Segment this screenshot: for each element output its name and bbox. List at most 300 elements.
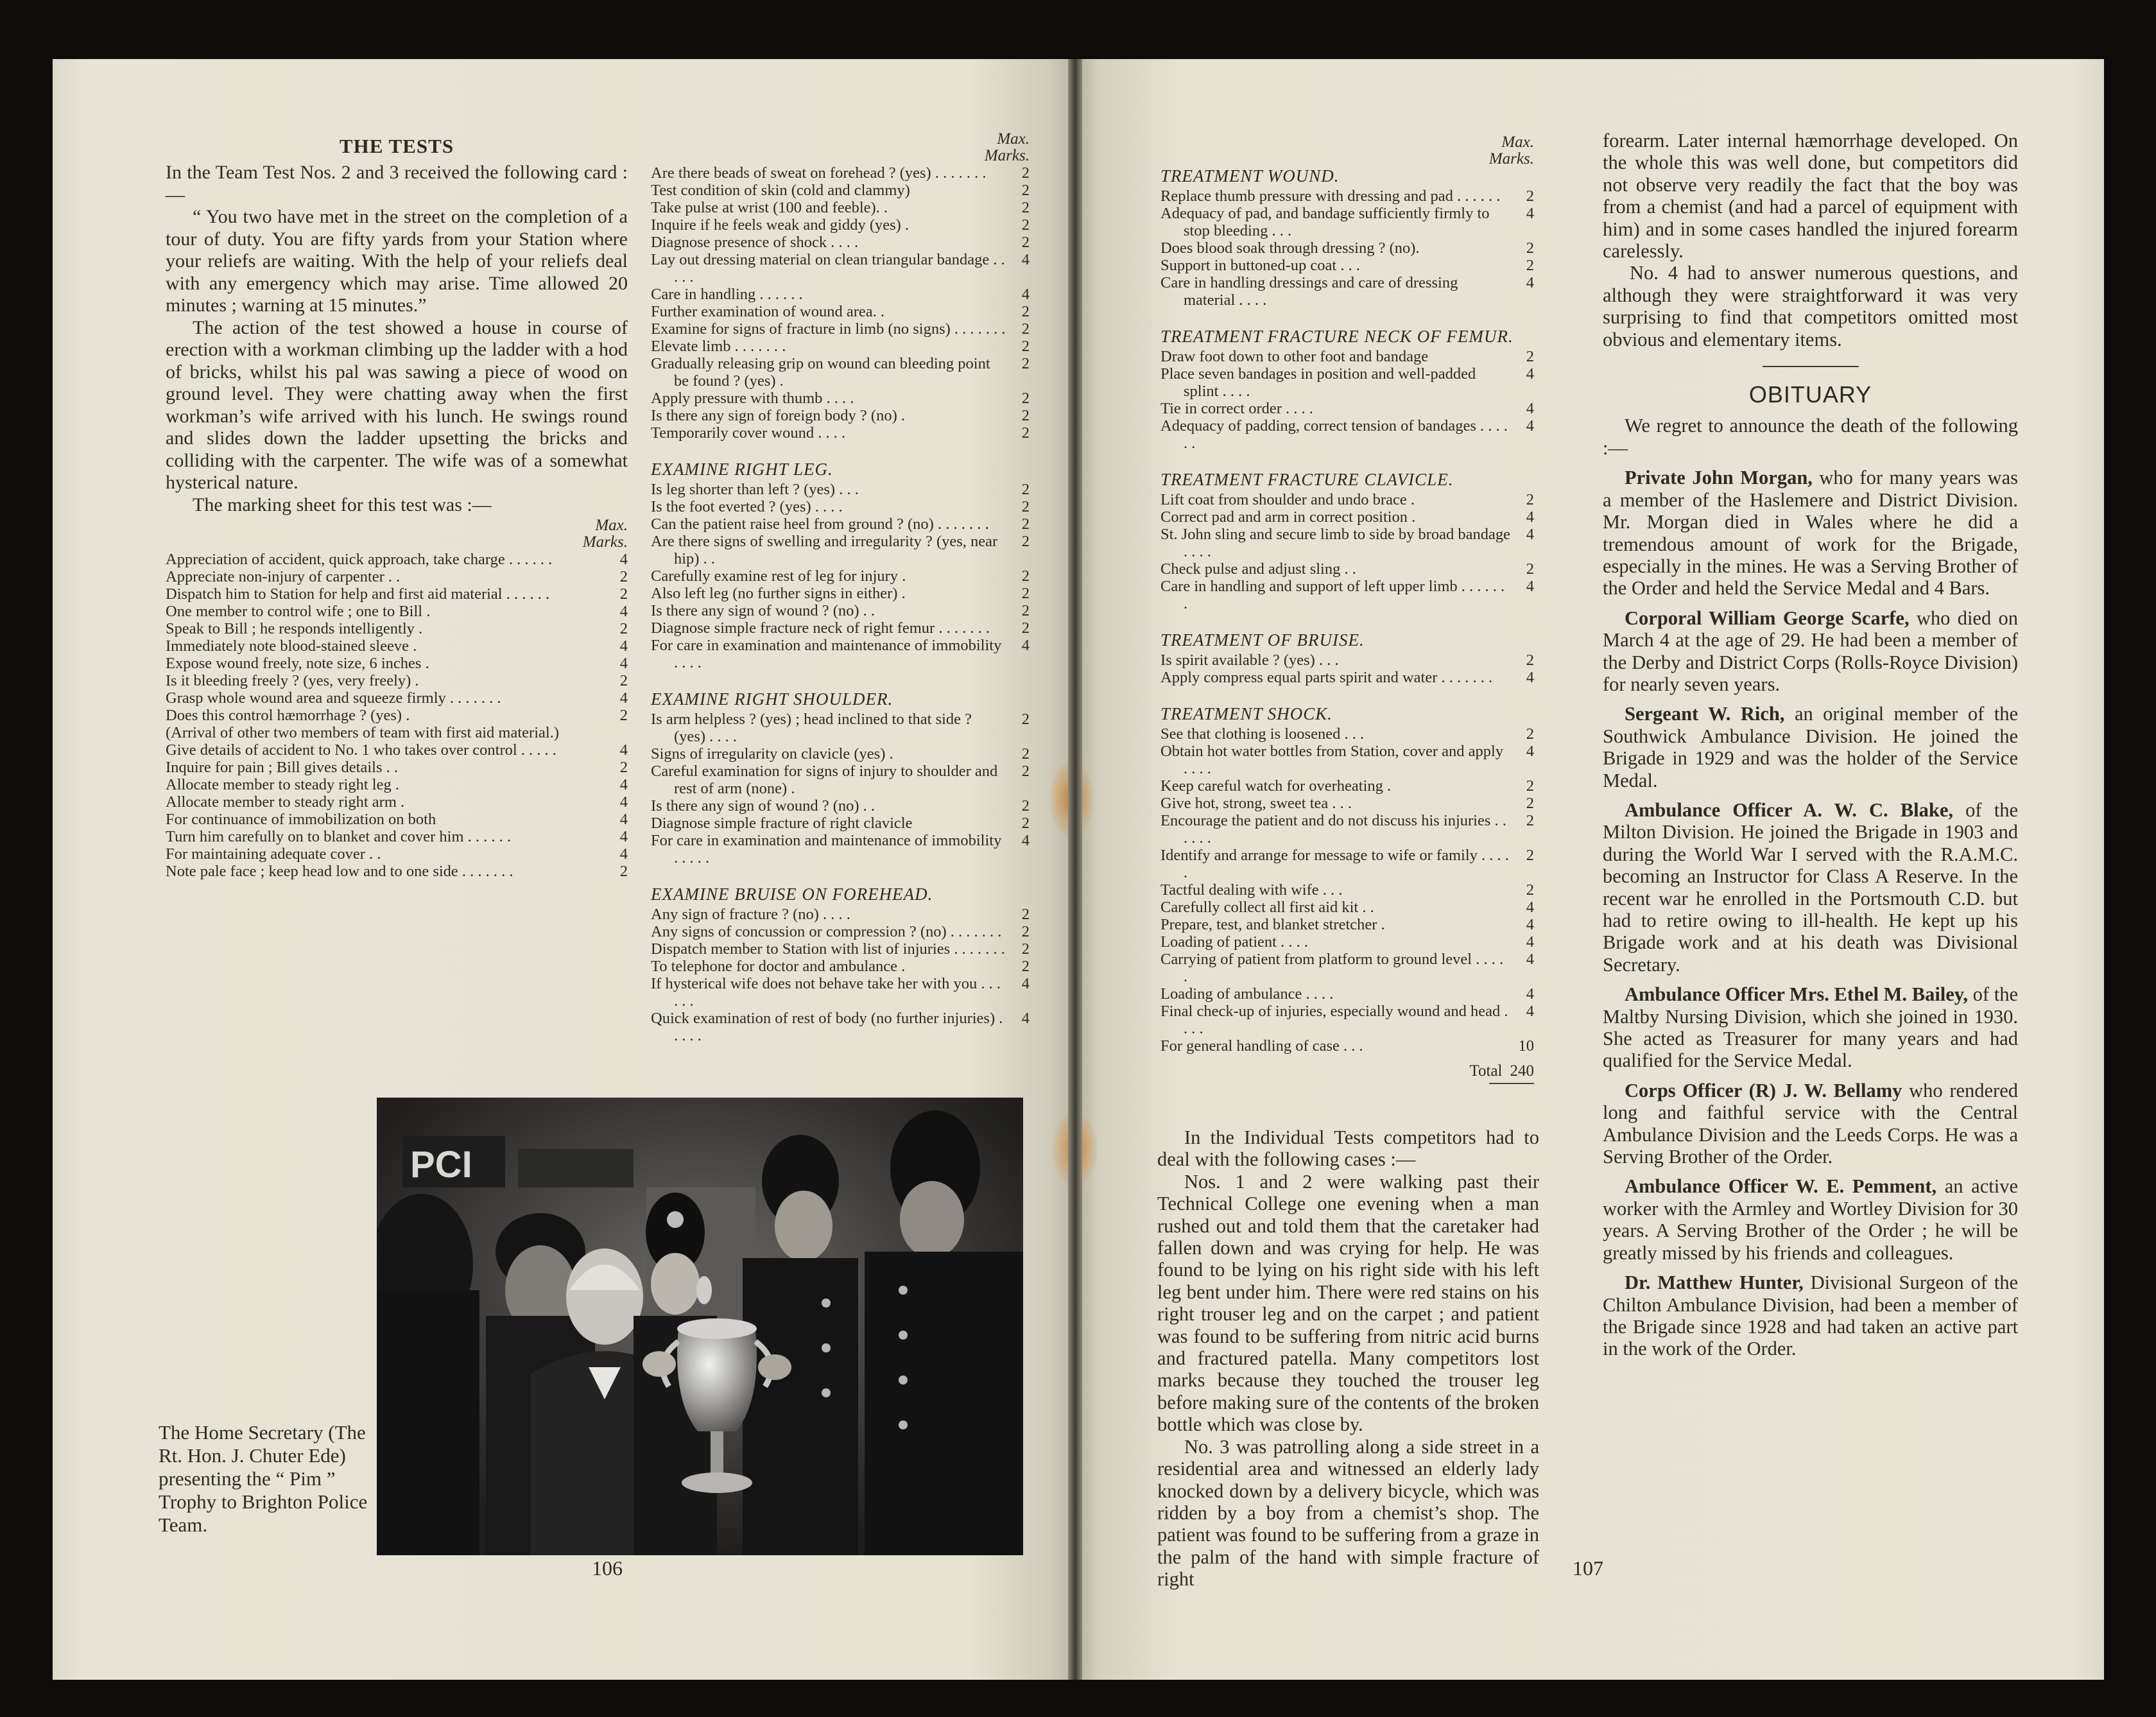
treatment-sections: [1160, 166, 1534, 1055]
marking-item-text: Immediately note blood-stained sleeve .: [166, 637, 417, 655]
intro-paragraph: The action of the test showed a house in course of erection with a workman climbing up the ladder with a hod of bricks, whilst his pal was sawing a piece of wood on ground level. They were chatting away when the first workman’s wife arrived with his lunch. He swings round and slides down the ladder upsetting the bricks and colliding with the carpenter. The wife was of a somewhat hysterical nature.: [166, 316, 628, 493]
marking-item-text: Any sign of fracture ? (no) . . . .: [651, 906, 850, 923]
marking-item: [1160, 743, 1534, 777]
marking-item: [1160, 1003, 1534, 1037]
marking-item: [1160, 669, 1534, 686]
marking-item-marks: 4: [619, 689, 628, 707]
marking-item-text: Test condition of skin (cold and clammy): [651, 182, 910, 199]
obituary-entry: [1603, 703, 2018, 791]
marking-item-marks: 4: [1526, 933, 1534, 951]
marking-item: [651, 320, 1030, 338]
obituary-entry: [1603, 799, 2018, 976]
marking-item-text: Encourage the patient and do not discuss his injuries . . . . . .: [1160, 812, 1506, 847]
marking-item: [1160, 400, 1534, 417]
marking-item-marks: 2: [1021, 164, 1030, 182]
marking-item-marks: 4: [619, 655, 628, 672]
obituary-entry: [1603, 467, 2018, 599]
marking-item-text: Adequacy of padding, correct tension of bandages . . . . . .: [1160, 417, 1508, 452]
section-items: [1160, 491, 1534, 612]
marking-item-text: Adequacy of pad, and bandage sufficiently firmly to stop bleeding . . .: [1160, 205, 1490, 239]
obituary-name: Ambulance Officer A. W. C. Blake,: [1625, 798, 1954, 821]
marking-item-marks: 4: [1021, 832, 1030, 849]
marking-item-marks: 2: [1021, 619, 1030, 637]
marking-item-text: Any signs of concussion or compression ? (no) . . . . . . .: [651, 923, 1002, 940]
marking-item: [166, 603, 628, 620]
obituary-text: an active worker with the Armley and Wortley Division for 30 years. A Serving Brother of the Order ; he will be greatly missed by his friends and colleagues.: [1603, 1175, 2018, 1264]
marking-item-marks: 2: [1526, 651, 1534, 669]
marking-item: [166, 707, 628, 724]
marking-item-marks: 2: [1526, 881, 1534, 899]
tests-heading: THE TESTS: [339, 135, 454, 157]
section-title: TREATMENT FRACTURE NECK OF FEMUR.: [1160, 327, 1514, 346]
obituary-entry: [1603, 1080, 2018, 1168]
book-gutter: [1068, 59, 1082, 1680]
marking-item-text: If hysterical wife does not behave take her with you . . . . . .: [651, 975, 1001, 1010]
marking-item: [651, 797, 1030, 815]
section-items: [651, 481, 1030, 671]
obituary-text: of the Milton Division. He joined the Brigade in 1903 and during the World War I served with the R.A.M.C. becoming an Instructor for Class A Reserve. In the recent war he enrolled in the Portsmouth C.D. but had to retire owing to ill-health. He kept up his Brigade work and at his death was Divisional Secretary.: [1603, 798, 2018, 976]
marking-item: [651, 940, 1030, 958]
marking-item: [651, 815, 1030, 832]
marking-item-text: Is spirit available ? (yes) . . .: [1160, 651, 1339, 669]
marking-item-text: Is it bleeding freely ? (yes, very freely) .: [166, 672, 419, 689]
page-number: 106: [592, 1557, 623, 1580]
marking-item-marks: 4: [1526, 951, 1534, 968]
marking-item-marks: 4: [619, 811, 628, 828]
marking-item-marks: 2: [1021, 182, 1030, 199]
section-items: [1160, 651, 1534, 686]
tests-column-2: [651, 131, 1030, 1044]
max-marks-header: [166, 517, 628, 551]
marking-item-marks: 2: [619, 568, 628, 585]
marking-item-text: Diagnose simple fracture of right clavicle: [651, 815, 913, 832]
marking-item: [1160, 274, 1534, 309]
marking-item-marks: 2: [619, 707, 628, 724]
marking-item-text: Can the patient raise heel from ground ? (no) . . . . . . .: [651, 515, 989, 533]
marking-item-text: Apply pressure with thumb . . . .: [651, 390, 854, 407]
marking-item-text: Draw foot down to other foot and bandage: [1160, 348, 1429, 365]
marking-item: [651, 424, 1030, 442]
section-divider: [1763, 366, 1859, 367]
marking-item: [651, 164, 1030, 182]
marking-item-text: Diagnose simple fracture neck of right femur . . . . . . .: [651, 619, 990, 637]
marking-item: [166, 863, 628, 880]
marking-item-text: To telephone for doctor and ambulance .: [651, 958, 906, 975]
marking-item-text: Appreciate non-injury of carpenter . .: [166, 568, 401, 585]
marking-item: [1160, 881, 1534, 899]
marking-item: [651, 567, 1030, 585]
marking-item: [1160, 508, 1534, 526]
marking-item: [651, 234, 1030, 251]
marking-item: [166, 811, 628, 828]
left-page: [53, 59, 1071, 1680]
treatment-column: [1160, 134, 1534, 1084]
marking-item-marks: 2: [1021, 602, 1030, 619]
marking-item-marks: 2: [1526, 847, 1534, 864]
obituary-name: Corps Officer (R) J. W. Bellamy: [1625, 1079, 1902, 1101]
marking-item-text: Inquire if he feels weak and giddy (yes) .: [651, 216, 910, 234]
section-items: [1160, 725, 1534, 1055]
marking-item: [166, 776, 628, 793]
marking-item: [651, 711, 1030, 745]
marking-item-marks: 2: [1021, 234, 1030, 251]
marking-item: [1160, 257, 1534, 274]
marking-item-text: Loading of patient . . . .: [1160, 933, 1308, 951]
marking-item-text: Speak to Bill ; he responds intelligently .: [166, 620, 423, 637]
marking-item-text: Care in handling . . . . . .: [651, 286, 803, 303]
marking-item: [651, 216, 1030, 234]
continuation-paragraph: forearm. Later internal hæmorrhage developed. On the whole this was well done, but competitors did not observe very readily the fact that the boy was from a chemist (and had a parcel of equipment with him) and in some cases handled the injured forearm carelessly.: [1603, 130, 2018, 263]
marking-item-text: Quick examination of rest of body (no further injuries) . . . . .: [651, 1010, 1003, 1044]
marking-item: [651, 975, 1030, 1010]
continuation-paragraph: No. 4 had to answer numerous questions, and although they were straightforward it was very surprising to find that competitors omitted most obvious and elementary items.: [1603, 262, 2018, 350]
marking-item-marks: 2: [1021, 355, 1030, 372]
marking-item-text: Dispatch member to Station with list of injuries . . . . . . .: [651, 940, 1005, 958]
obituary-text: an original member of the Southwick Ambulance Division. He joined the Brigade in 1929 and was the holder of the Service Medal.: [1603, 703, 2018, 791]
marking-item-marks: 2: [1021, 533, 1030, 550]
marking-item: [651, 303, 1030, 320]
marking-item-marks: 2: [1021, 585, 1030, 602]
obituary-intro: We regret to announce the death of the following :—: [1603, 415, 2018, 459]
marking-item: [166, 551, 628, 568]
marking-item: [1160, 491, 1534, 508]
marking-item: [651, 906, 1030, 923]
marking-item-marks: 4: [619, 828, 628, 845]
marking-item: [1160, 651, 1534, 669]
marking-item: [651, 533, 1030, 567]
marking-item: [651, 498, 1030, 515]
marking-item: [1160, 951, 1534, 985]
section-title: TREATMENT WOUND.: [1160, 166, 1340, 186]
marking-item: [651, 832, 1030, 867]
marking-item-text: Place seven bandages in position and well-padded splint . . . .: [1160, 365, 1476, 400]
marking-item: [1160, 417, 1534, 452]
marking-item-text: Inquire for pain ; Bill gives details . .: [166, 759, 398, 776]
marking-item-text: Care in handling and support of left upper limb . . . . . . .: [1160, 578, 1505, 612]
individual-paragraph: Nos. 1 and 2 were walking past their Technical College one evening when a man rushed out and told them that the caretaker had fallen down and was crying for help. He was found to be lying on his right side with his left leg bent under him. There were red stains on his right trouser leg and on the carpet ; and patient was found to be suffering from nitric acid burns and fractured patella. Many competitors lost marks because they touched the trouser leg before making sure of the contents of the broken bottle which was close by.: [1157, 1170, 1539, 1436]
marking-item-marks: 4: [619, 793, 628, 811]
marking-item-text: Grasp whole wound area and squeeze firmly . . . . . . .: [166, 689, 501, 707]
marking-item: [166, 620, 628, 637]
marking-item: [1160, 578, 1534, 612]
marking-item-marks: 2: [1526, 257, 1534, 274]
max-label: Max.: [997, 130, 1030, 148]
marking-item-text: Apply compress equal parts spirit and water . . . . . . .: [1160, 669, 1493, 686]
marking-item: [1160, 847, 1534, 881]
marking-item: [651, 338, 1030, 355]
marking-item: [166, 568, 628, 585]
marking-item-marks: 2: [1526, 239, 1534, 257]
marking-item-text: Carrying of patient from platform to ground level . . . . .: [1160, 951, 1504, 985]
marking-item-text: Tactful dealing with wife . . .: [1160, 881, 1343, 899]
marking-item: [1160, 985, 1534, 1003]
marking-item-text: Is arm helpless ? (yes) ; head inclined to that side ? (yes) . . . .: [651, 711, 972, 745]
marking-item-text: Lift coat from shoulder and undo brace .: [1160, 491, 1415, 508]
marking-item: [1160, 916, 1534, 933]
marking-item-marks: 2: [1526, 491, 1534, 508]
marking-item: [651, 602, 1030, 619]
page-number: 107: [1573, 1557, 1603, 1580]
marking-item-marks: 2: [1021, 815, 1030, 832]
marking-item-text: Dispatch him to Station for help and first aid material . . . . . .: [166, 585, 550, 603]
marks-label: Marks.: [1488, 150, 1534, 168]
marking-item: [651, 763, 1030, 797]
marking-item-text: Carefully collect all first aid kit . .: [1160, 899, 1374, 916]
marking-item: [166, 672, 628, 689]
marking-item-text: Is there any sign of foreign body ? (no) .: [651, 407, 905, 424]
marking-item-text: Does this control hæmorrhage ? (yes) .: [166, 707, 410, 724]
marking-item: [1160, 365, 1534, 400]
marking-item-text: Allocate member to steady right arm .: [166, 793, 405, 811]
marking-item: [651, 481, 1030, 498]
continued-marking-list: [651, 164, 1030, 442]
obituary-text: of the Maltby Nursing Division, which she joined in 1930. She acted as Treasurer for many years and had qualified for the Service Medal.: [1603, 983, 2018, 1072]
marking-item: [166, 741, 628, 759]
marking-item-marks: 2: [1021, 338, 1030, 355]
section-items: [1160, 348, 1534, 452]
marking-item-text: Temporarily cover wound . . . .: [651, 424, 846, 442]
marking-item-text: St. John sling and secure limb to side by broad bandage . . . .: [1160, 526, 1511, 560]
obituary-entry: [1603, 607, 2018, 696]
marking-item: [651, 923, 1030, 940]
marking-item: [1160, 239, 1534, 257]
marking-item-text: Examine for signs of fracture in limb (no signs) . . . . . . .: [651, 320, 1006, 338]
max-marks-header: [1160, 134, 1534, 168]
marking-item-marks: 2: [619, 620, 628, 637]
marking-item-text: Tie in correct order . . . .: [1160, 400, 1313, 417]
individual-paragraph: In the Individual Tests competitors had to deal with the following cases :—: [1157, 1126, 1539, 1171]
section-title: EXAMINE RIGHT SHOULDER.: [651, 689, 893, 709]
marking-item-text: Replace thumb pressure with dressing and pad . . . . . .: [1160, 187, 1501, 205]
marking-item-text: Signs of irregularity on clavicle (yes) .: [651, 745, 893, 763]
marking-item: [651, 199, 1030, 216]
marking-item-marks: 4: [1526, 578, 1534, 595]
obituary-entry: [1603, 1272, 2018, 1360]
marking-item: [1160, 812, 1534, 847]
total-row: [1160, 1062, 1534, 1080]
marking-item: [1160, 795, 1534, 812]
marking-item-text: Is the foot everted ? (yes) . . . .: [651, 498, 843, 515]
obituary-text: who died on March 4 at the age of 29. He had been a member of the Derby and District Corps (Rolls-Royce Division) for nearly seven years.: [1603, 607, 2018, 695]
intro-paragraph: In the Team Test Nos. 2 and 3 received the following card :—: [166, 162, 628, 205]
marking-item-marks: 2: [1021, 923, 1030, 940]
marking-item-text: (Arrival of other two members of team with first aid material.): [166, 724, 559, 741]
total-label: Total: [1469, 1062, 1503, 1080]
marking-item-text: For continuance of immobilization on both: [166, 811, 436, 828]
marking-item-marks: 4: [619, 637, 628, 655]
marking-item-marks: 2: [1021, 407, 1030, 424]
tests-column-1: [166, 135, 628, 880]
marking-item: [166, 637, 628, 655]
marking-item: [166, 724, 628, 741]
marking-item: [166, 793, 628, 811]
marking-item: [166, 845, 628, 863]
marking-item-marks: 4: [1021, 975, 1030, 992]
marking-item-marks: 2: [1021, 797, 1030, 815]
section-title: TREATMENT SHOCK.: [1160, 704, 1333, 723]
marking-item-text: Careful examination for signs of injury to shoulder and rest of arm (none) .: [651, 763, 998, 797]
marking-item-marks: 2: [1021, 390, 1030, 407]
marking-item-text: Expose wound freely, note size, 6 inches .: [166, 655, 429, 672]
marking-item-text: Final check-up of injuries, especially wound and head . . . .: [1160, 1003, 1508, 1037]
marking-item-text: For care in examination and maintenance of immobility . . . .: [651, 637, 1002, 671]
obituary-entry: [1603, 983, 2018, 1072]
marking-item-text: For general handling of case . . .: [1160, 1037, 1363, 1055]
marking-item-text: Identify and arrange for message to wife or family . . . . .: [1160, 847, 1509, 881]
marking-item-text: Appreciation of accident, quick approach, take charge . . . . . .: [166, 551, 553, 568]
max-label: Max.: [1501, 134, 1534, 151]
marking-item: [651, 182, 1030, 199]
individual-tests: [1157, 1126, 1539, 1591]
obituary-entry: [1603, 1175, 2018, 1264]
marking-item-marks: 2: [1021, 303, 1030, 320]
max-label: Max.: [595, 517, 628, 534]
marking-item-marks: 4: [1526, 526, 1534, 543]
obituary-name: Ambulance Officer Mrs. Ethel M. Bailey,: [1625, 983, 1968, 1006]
section-title: TREATMENT OF BRUISE.: [1160, 630, 1365, 650]
marking-item-marks: 2: [1021, 763, 1030, 780]
obituary-list: [1603, 415, 2018, 1359]
obituary-text: who rendered long and faithful service with the Central Ambulance Division and the Leeds Corps. He was a Serving Brother of the Order.: [1603, 1079, 2018, 1168]
tests-intro: [166, 162, 628, 516]
marking-item-marks: 2: [619, 759, 628, 776]
marking-item: [651, 745, 1030, 763]
marking-item: [166, 585, 628, 603]
marking-item-marks: 2: [1526, 725, 1534, 743]
intro-paragraph: “ You two have met in the street on the completion of a tour of duty. You are fifty yards from your Station where your reliefs are waiting. With the help of your reliefs deal with any emergency which may arise. Time allowed 20 minutes ; warning at 15 minutes.”: [166, 206, 628, 316]
examine-sections: [651, 460, 1030, 1044]
marking-item-text: Take pulse at wrist (100 and feeble). .: [651, 199, 888, 216]
marking-item-text: Carefully examine rest of leg for injury .: [651, 567, 906, 585]
marking-item-marks: 4: [1526, 365, 1534, 383]
marking-item: [651, 407, 1030, 424]
marking-item-text: Correct pad and arm in correct position .: [1160, 508, 1416, 526]
trophy-presentation-photo: [377, 1098, 1023, 1555]
marks-label: Marks.: [984, 147, 1030, 164]
marking-item: [651, 515, 1030, 533]
marking-item-text: Check pulse and adjust sling . .: [1160, 560, 1356, 578]
marking-item-marks: 2: [1526, 187, 1534, 205]
marking-item-text: Does blood soak through dressing ? (no).: [1160, 239, 1420, 257]
marking-item-text: Prepare, test, and blanket stretcher .: [1160, 916, 1385, 933]
marking-item-marks: 2: [1021, 199, 1030, 216]
marking-item-text: For maintaining adequate cover . .: [166, 845, 381, 863]
total-value: 240: [1510, 1062, 1534, 1080]
marking-item-marks: 2: [1021, 320, 1030, 338]
marking-item-marks: 4: [1526, 417, 1534, 435]
individual-paragraph: No. 3 was patrolling along a side street in a residential area and witnessed an elderly lady knocked down by a delivery bicycle, which was ridden by a boy from a chemist’s shop. The patient was found to be suffering from a graze in the palm of the hand with simple fracture of right: [1157, 1435, 1539, 1591]
section-items: [651, 711, 1030, 867]
right-page: [1078, 59, 2104, 1680]
marking-item-text: Obtain hot water bottles from Station, cover and apply . . . .: [1160, 743, 1504, 777]
marking-item: [651, 286, 1030, 303]
marking-item-text: Care in handling dressings and care of dressing material . . . .: [1160, 274, 1458, 309]
marking-item: [1160, 899, 1534, 916]
marking-item-text: Also left leg (no further signs in either) .: [651, 585, 906, 602]
marking-item-marks: 10: [1518, 1037, 1534, 1055]
marking-sheet-list: [166, 551, 628, 880]
marking-item-marks: 4: [1021, 251, 1030, 268]
marking-item: [1160, 1037, 1534, 1055]
obituary-text: who for many years was a member of the Haslemere and District Division. Mr. Morgan died in Wales where he did a tremendous amount of work for the Brigade, especially in the mines. He was a Serving Brother of the Order and held the Service Medal and 4 Bars.: [1603, 467, 2018, 600]
marking-item: [1160, 933, 1534, 951]
marking-item-text: Further examination of wound area. .: [651, 303, 884, 320]
obituary-name: Corporal William George Scarfe,: [1625, 607, 1910, 629]
total-rule: [1489, 1083, 1534, 1084]
marking-item-marks: 4: [1526, 899, 1534, 916]
marking-item: [1160, 526, 1534, 560]
marking-item-text: Gradually releasing grip on wound can bleeding point be found ? (yes) .: [651, 355, 990, 390]
marking-item: [1160, 348, 1534, 365]
marking-item-marks: 4: [1526, 205, 1534, 222]
marking-item-marks: 2: [1021, 711, 1030, 728]
marking-item-text: For care in examination and maintenance of immobility . . . . .: [651, 832, 1002, 867]
marking-item-marks: 4: [1526, 985, 1534, 1003]
marking-item: [651, 958, 1030, 975]
marking-item-text: Are there beads of sweat on forehead ? (yes) . . . . . . .: [651, 164, 987, 182]
marking-item-text: Diagnose presence of shock . . . .: [651, 234, 859, 251]
marks-label: Marks.: [582, 533, 628, 551]
marking-item-text: Is leg shorter than left ? (yes) . . .: [651, 481, 859, 498]
marking-item-marks: 4: [619, 845, 628, 863]
marking-item-text: Allocate member to steady right leg .: [166, 776, 399, 793]
marking-item-text: Are there signs of swelling and irregularity ? (yes, near hip) . .: [651, 533, 998, 567]
marking-item-text: Turn him carefully on to blanket and cover him . . . . . .: [166, 828, 511, 845]
photo-caption: The Home Secretary (The Rt. Hon. J. Chuter Ede) presenting the “ Pim ” Trophy to Brighton Police Team.: [159, 1421, 368, 1536]
obituary-name: Private John Morgan,: [1625, 467, 1813, 489]
marking-item: [651, 585, 1030, 602]
marking-item-marks: 2: [1526, 560, 1534, 578]
photo-sign-text: PCI: [410, 1144, 472, 1186]
marking-item-text: Lay out dressing material on clean triangular bandage . . . . .: [651, 251, 1005, 286]
section-title: EXAMINE RIGHT LEG.: [651, 460, 833, 479]
section-items: [1160, 187, 1534, 309]
marking-item-text: Loading of ambulance . . . .: [1160, 985, 1334, 1003]
intro-paragraph: The marking sheet for this test was :—: [193, 494, 492, 515]
marking-item-marks: 4: [619, 776, 628, 793]
marking-item: [1160, 187, 1534, 205]
obituary-heading: OBITUARY: [1748, 381, 1872, 408]
obituary-name: Dr. Matthew Hunter,: [1625, 1272, 1804, 1294]
marking-item-text: Support in buttoned-up coat . . .: [1160, 257, 1360, 274]
marking-item-text: Note pale face ; keep head low and to one side . . . . . . .: [166, 863, 513, 880]
marking-item-text: Give details of accident to No. 1 who takes over control . . . . .: [166, 741, 556, 759]
marking-item-marks: 4: [1021, 286, 1030, 303]
marking-item-marks: 4: [1021, 637, 1030, 654]
marking-item-marks: 4: [619, 741, 628, 759]
marking-item-marks: 4: [1526, 1003, 1534, 1020]
max-marks-header: [651, 131, 1030, 164]
marking-item-marks: 4: [1526, 274, 1534, 291]
marking-item-marks: 2: [1526, 348, 1534, 365]
marking-item-marks: 4: [1021, 1010, 1030, 1027]
marking-item: [651, 251, 1030, 286]
marking-item: [1160, 205, 1534, 239]
section-title: EXAMINE BRUISE ON FOREHEAD.: [651, 884, 933, 904]
marking-item-text: One member to control wife ; one to Bill .: [166, 603, 431, 620]
marking-item-marks: 2: [1021, 498, 1030, 515]
marking-item-marks: 4: [1526, 916, 1534, 933]
right-column: [1603, 130, 2018, 1368]
marking-item-marks: 2: [1021, 515, 1030, 533]
marking-item-marks: 4: [1526, 400, 1534, 417]
marking-item: [166, 655, 628, 672]
marking-item: [651, 1010, 1030, 1044]
obituary-name: Ambulance Officer W. E. Pemment,: [1625, 1175, 1937, 1198]
marking-item: [651, 619, 1030, 637]
marking-item-marks: 2: [1021, 481, 1030, 498]
marking-item: [1160, 560, 1534, 578]
